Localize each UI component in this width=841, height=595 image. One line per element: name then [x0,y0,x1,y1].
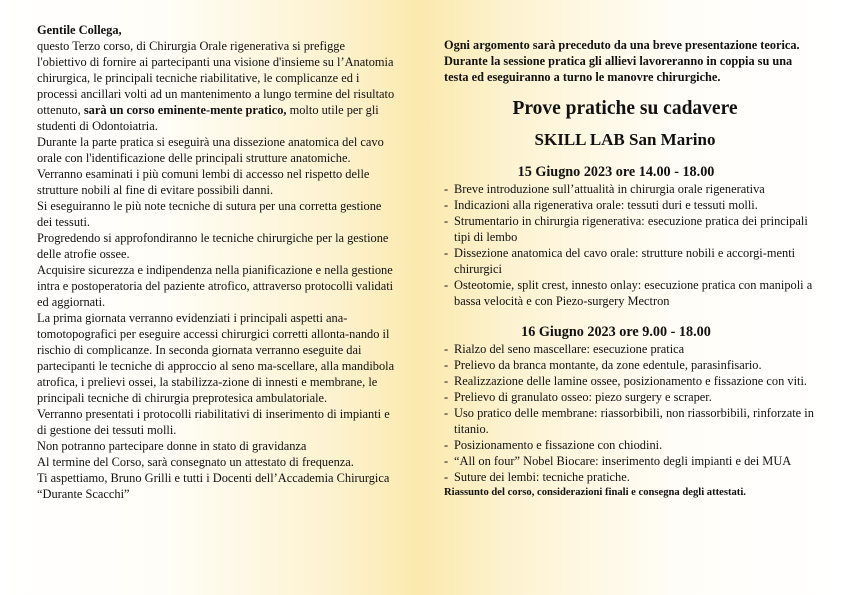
dash-marker: - [444,198,449,212]
paragraph-certificate: Al termine del Corso, sarà consegnato un attestato di frequenza. [37,455,354,469]
list-item: - Prelievo da branca montante, da zone edentule, parasinfisario. [444,358,762,372]
dash-marker: - [444,246,449,260]
course-description [37,22,397,502]
day1-heading: 15 Giugno 2023 ore 14.00 - 18.00 [517,164,715,180]
paragraph-protocols: Verranno presentati i protocolli riabilitativi di inserimento di impianti e di gestione dei tessuti molli. [37,407,390,437]
list-item: - Realizzazione delle lamine ossee, posizionamento e fissazione con viti. [444,374,808,388]
intro-text-end: molto utile per gli studenti di Odontoiatria. [37,103,379,133]
dash-marker: - [444,374,449,388]
intro-paragraph [37,38,397,134]
paragraph-dissection: Durante la parte pratica si eseguirà una dissezione anatomica del cavo orale con l'identificazione delle principali strutture anatomiche. [37,135,384,165]
program-location: SKILL LAB San Marino [534,130,716,149]
list-item: - Suture dei lembi: tecniche pratiche. [444,470,630,484]
dash-marker: - [444,278,449,292]
dash-marker: - [444,438,449,452]
paragraph-flaps: Verranno esaminati i più comuni lembi di accesso nel rispetto delle strutture nobili al fine di evitare possibili danni. [37,167,370,197]
paragraph-confidence: Acquisire sicurezza e indipendenza nella pianificazione e nella gestione intra e postoperatoria del paziente atrofico, attraverso protocolli validati ed aggiornati. [37,263,394,309]
intro-emphasis: sarà un corso eminente-mente pratico, [83,103,287,117]
dash-marker: - [444,406,449,420]
day1-list [444,181,814,309]
list-item: - Strumentario in chirurgia rigenerativa: esecuzione pratica dei principali tipi di lembo [444,214,808,244]
dash-marker: - [444,470,449,484]
day2-heading: 16 Giugno 2023 ore 9.00 - 18.00 [521,324,711,340]
dash-marker: - [444,390,449,404]
greeting: Gentile Collega, [37,23,122,37]
dash-marker: - [444,342,449,356]
paragraph-sutures: Si eseguiranno le più note tecniche di sutura per una corretta gestione dei tessuti. [37,199,382,229]
list-item: - Prelievo di granulato osseo: piezo surgery e scraper. [444,390,712,404]
list-item: - Osteotomie, split crest, innesto onlay: esecuzione pratica con manipoli a bassa velocità e con Piezo-surgery Mectron [444,278,813,308]
dash-marker: - [444,358,449,372]
intro-text: questo Terzo corso, di Chirurgia Orale rigenerativa si prefigge l'obiettivo di fornire ai partecipanti una visione d'insieme su l’Anatomia chirurgica, le principali tecniche riabilitative, le complicanze ed i processi ancillari volti ad un mantenimento a lungo termine del risultato ottenuto, [37,39,395,117]
list-item: - Posizionamento e fissazione con chiodini. [444,438,663,452]
paragraph-atrophy: Progredendo si approfondiranno le tecniche chirurgiche per la gestione delle atrofie ossee. [37,231,389,261]
intro-practice: Durante la sessione pratica gli allievi lavoreranno in coppia su una testa ed eseguiranno a turno le manovre chirurgiche. [444,54,793,84]
program-title: Prove pratiche su cadavere [512,98,738,119]
dash-marker: - [444,454,449,468]
list-item: - Dissezione anatomica del cavo orale: strutture nobili e accorgi-menti chirurgici [444,246,796,276]
list-item: - “All on four” Nobel Biocare: inserimento degli impianti e dei MUA [444,454,792,468]
dash-marker: - [444,182,449,196]
list-item: - Indicazioni alla rigenerativa orale: tessuti duri e tessuti molli. [444,198,758,212]
list-item: - Breve introduzione sull’attualità in chirurgia orale rigenerativa [444,182,765,196]
day2-list [444,341,814,485]
course-summary: Riassunto del corso, considerazioni finali e consegna degli attestati. [444,487,746,498]
paragraph-days: La prima giornata verranno evidenziati i principali aspetti ana-tomotopografici per eseguire accessi chirurgici corretti allonta-nando il rischio di complicanze. In seconda giornata verranno eseguite dai partecipanti le tecniche di approccio al seno ma-scellare, alla mandibola atrofica, i prelievi ossei, la stabilizza-zione di innesti e membrane, le principali tecniche di chirurgia preprotesica ambulatoriale. [37,311,395,405]
dash-marker: - [444,214,449,228]
program-column [444,37,814,500]
intro-theory: Ogni argomento sarà preceduto da una breve presentazione teorica. [444,38,800,52]
list-item: - Rialzo del seno mascellare: esecuzione pratica [444,342,685,356]
list-item: - Uso pratico delle membrane: riassorbibili, non riassorbibili, rinforzate in titanio. [444,406,814,436]
paragraph-signature: Ti aspettiamo, Bruno Grilli e tutti i Docenti dell’Accademia Chirurgica “Durante Scacchi” [37,471,390,501]
paragraph-pregnancy: Non potranno partecipare donne in stato di gravidanza [37,439,307,453]
